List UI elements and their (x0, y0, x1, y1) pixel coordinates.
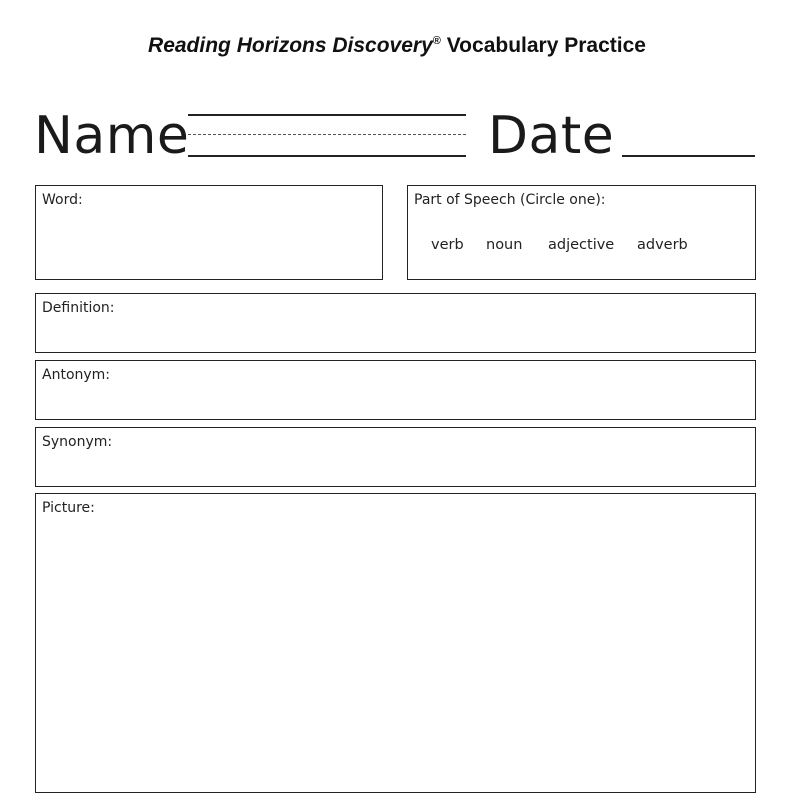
title-rest: Vocabulary Practice (446, 34, 646, 57)
date-label: Date (488, 106, 615, 166)
name-line-dashed (188, 134, 466, 135)
name-line-bottom[interactable] (188, 155, 466, 157)
registered-mark: ® (432, 35, 441, 47)
name-line-top (188, 114, 466, 116)
option-adjective[interactable]: adjective (548, 237, 615, 253)
picture-box[interactable] (35, 493, 756, 793)
word-label: Word: (42, 192, 83, 208)
option-noun[interactable]: noun (486, 237, 523, 253)
synonym-label: Synonym: (42, 434, 113, 450)
word-box[interactable] (35, 185, 383, 280)
date-line[interactable] (622, 155, 755, 157)
picture-label: Picture: (42, 500, 95, 516)
synonym-box[interactable] (35, 427, 756, 487)
worksheet-title (0, 34, 794, 58)
part-of-speech-box (407, 185, 756, 280)
option-verb[interactable]: verb (431, 237, 464, 253)
antonym-label: Antonym: (42, 367, 111, 383)
option-adverb[interactable]: adverb (637, 237, 688, 253)
definition-label: Definition: (42, 300, 115, 316)
name-label: Name (34, 106, 190, 166)
definition-box[interactable] (35, 293, 756, 353)
part-of-speech-label: Part of Speech (Circle one): (414, 192, 606, 208)
antonym-box[interactable] (35, 360, 756, 420)
title-brand: Reading Horizons Discovery (148, 34, 433, 57)
